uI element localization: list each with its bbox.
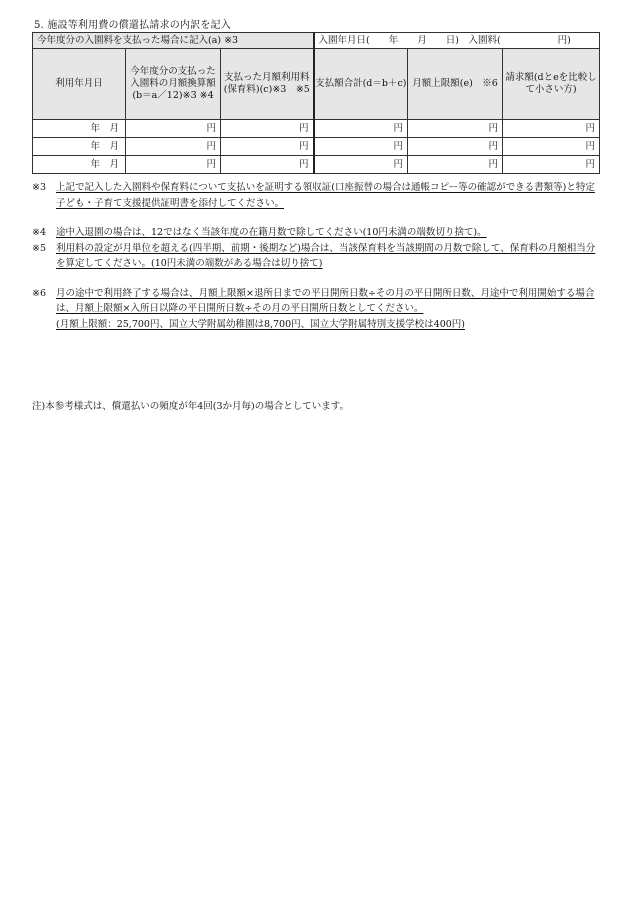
header-total-paid: 支払額合計(d＝b＋c) [314,49,408,120]
monthly-cap-cell[interactable]: 円 [408,138,503,156]
table-row [33,120,600,138]
note-3 [32,180,602,211]
note-mark: ※6 [32,287,47,299]
claim-amount-cell[interactable]: 円 [503,156,600,174]
note-subtext: (月額上限額：25,700円、国立大学附属幼稚園は8,700円、国立大学附属特別支援学校は400円) [56,318,465,330]
header-monthly-fee: 支払った月額利用料(保育料)(c)※3 ※5 [221,49,314,120]
note-4 [32,225,602,241]
notes-section [32,180,602,332]
monthly-fee-cell[interactable]: 円 [221,120,314,138]
note-text: 利用料の設定が月単位を超える(四半期、前期・後期など)場合は、当該保育料を当該期間の月数で除して、保育料の月額相当分を算定してください。(10円未満の端数がある場合は切り捨て) [56,242,596,269]
total-paid-cell[interactable]: 円 [314,156,408,174]
total-paid-cell[interactable]: 円 [314,138,408,156]
admission-date-fee-field[interactable]: 入園年月日( 年 月 日) 入園料( 円) [314,33,600,49]
header-monthly-cap: 月額上限額(e) ※6 [408,49,503,120]
note-mark: ※5 [32,242,47,254]
note-mark: ※4 [32,227,47,238]
monthly-admission-cell[interactable]: 円 [126,138,221,156]
note-mark: ※3 [32,182,47,193]
admission-fee-note: 今年度分の入園料を支払った場合に記入(a) ※3 [33,33,314,49]
note-text: 上記で記入した入園料や保育料について支払いを証明する領収証(口座振替の場合は通帳コピー等の確認ができる書類等)と特定子ども・子育て支援提供証明書を添付してください。 [56,182,595,209]
monthly-fee-cell[interactable]: 円 [221,138,314,156]
monthly-admission-cell[interactable]: 円 [126,120,221,138]
total-paid-cell[interactable]: 円 [314,120,408,138]
note-6 [32,286,602,333]
header-usage-month: 利用年月日 [33,49,126,120]
table-row [33,138,600,156]
monthly-admission-cell[interactable]: 円 [126,156,221,174]
monthly-cap-cell[interactable]: 円 [408,120,503,138]
usage-month-cell[interactable]: 年 月 [33,138,126,156]
monthly-fee-cell[interactable]: 円 [221,156,314,174]
note-text: 途中入退園の場合は、12ではなく当該年度の在籍月数で除してください(10円未満の端数切り捨て)。 [56,227,487,238]
header-claim-amount: 請求額(dとeを比較して小さい方) [503,49,600,120]
table-row [33,156,600,174]
table-row [33,33,600,49]
note-5 [32,241,602,272]
claim-amount-cell[interactable]: 円 [503,120,600,138]
closing-note: 注)本参考様式は、償還払いの頻度が年4回(3か月毎)の場合としています。 [32,401,349,412]
monthly-cap-cell[interactable]: 円 [408,156,503,174]
usage-month-cell[interactable]: 年 月 [33,156,126,174]
table-header-row [33,49,600,120]
header-monthly-admission: 今年度分の支払った入園料の月額換算額(b＝a／12)※3 ※4 [126,49,221,120]
section-title: 5. 施設等利用費の償還払請求の内訳を記入 [34,20,231,31]
usage-month-cell[interactable]: 年 月 [33,120,126,138]
reimbursement-breakdown-table [32,32,600,174]
note-text: 月の途中で利用終了する場合は、月額上限額×退所日までの平日開所日数÷その月の平日開所日数、月途中で利用開始する場合は、月額上限額×入所日以降の平日開所日数÷その月の平日開所日数としてください。 [56,287,595,314]
claim-amount-cell[interactable]: 円 [503,138,600,156]
